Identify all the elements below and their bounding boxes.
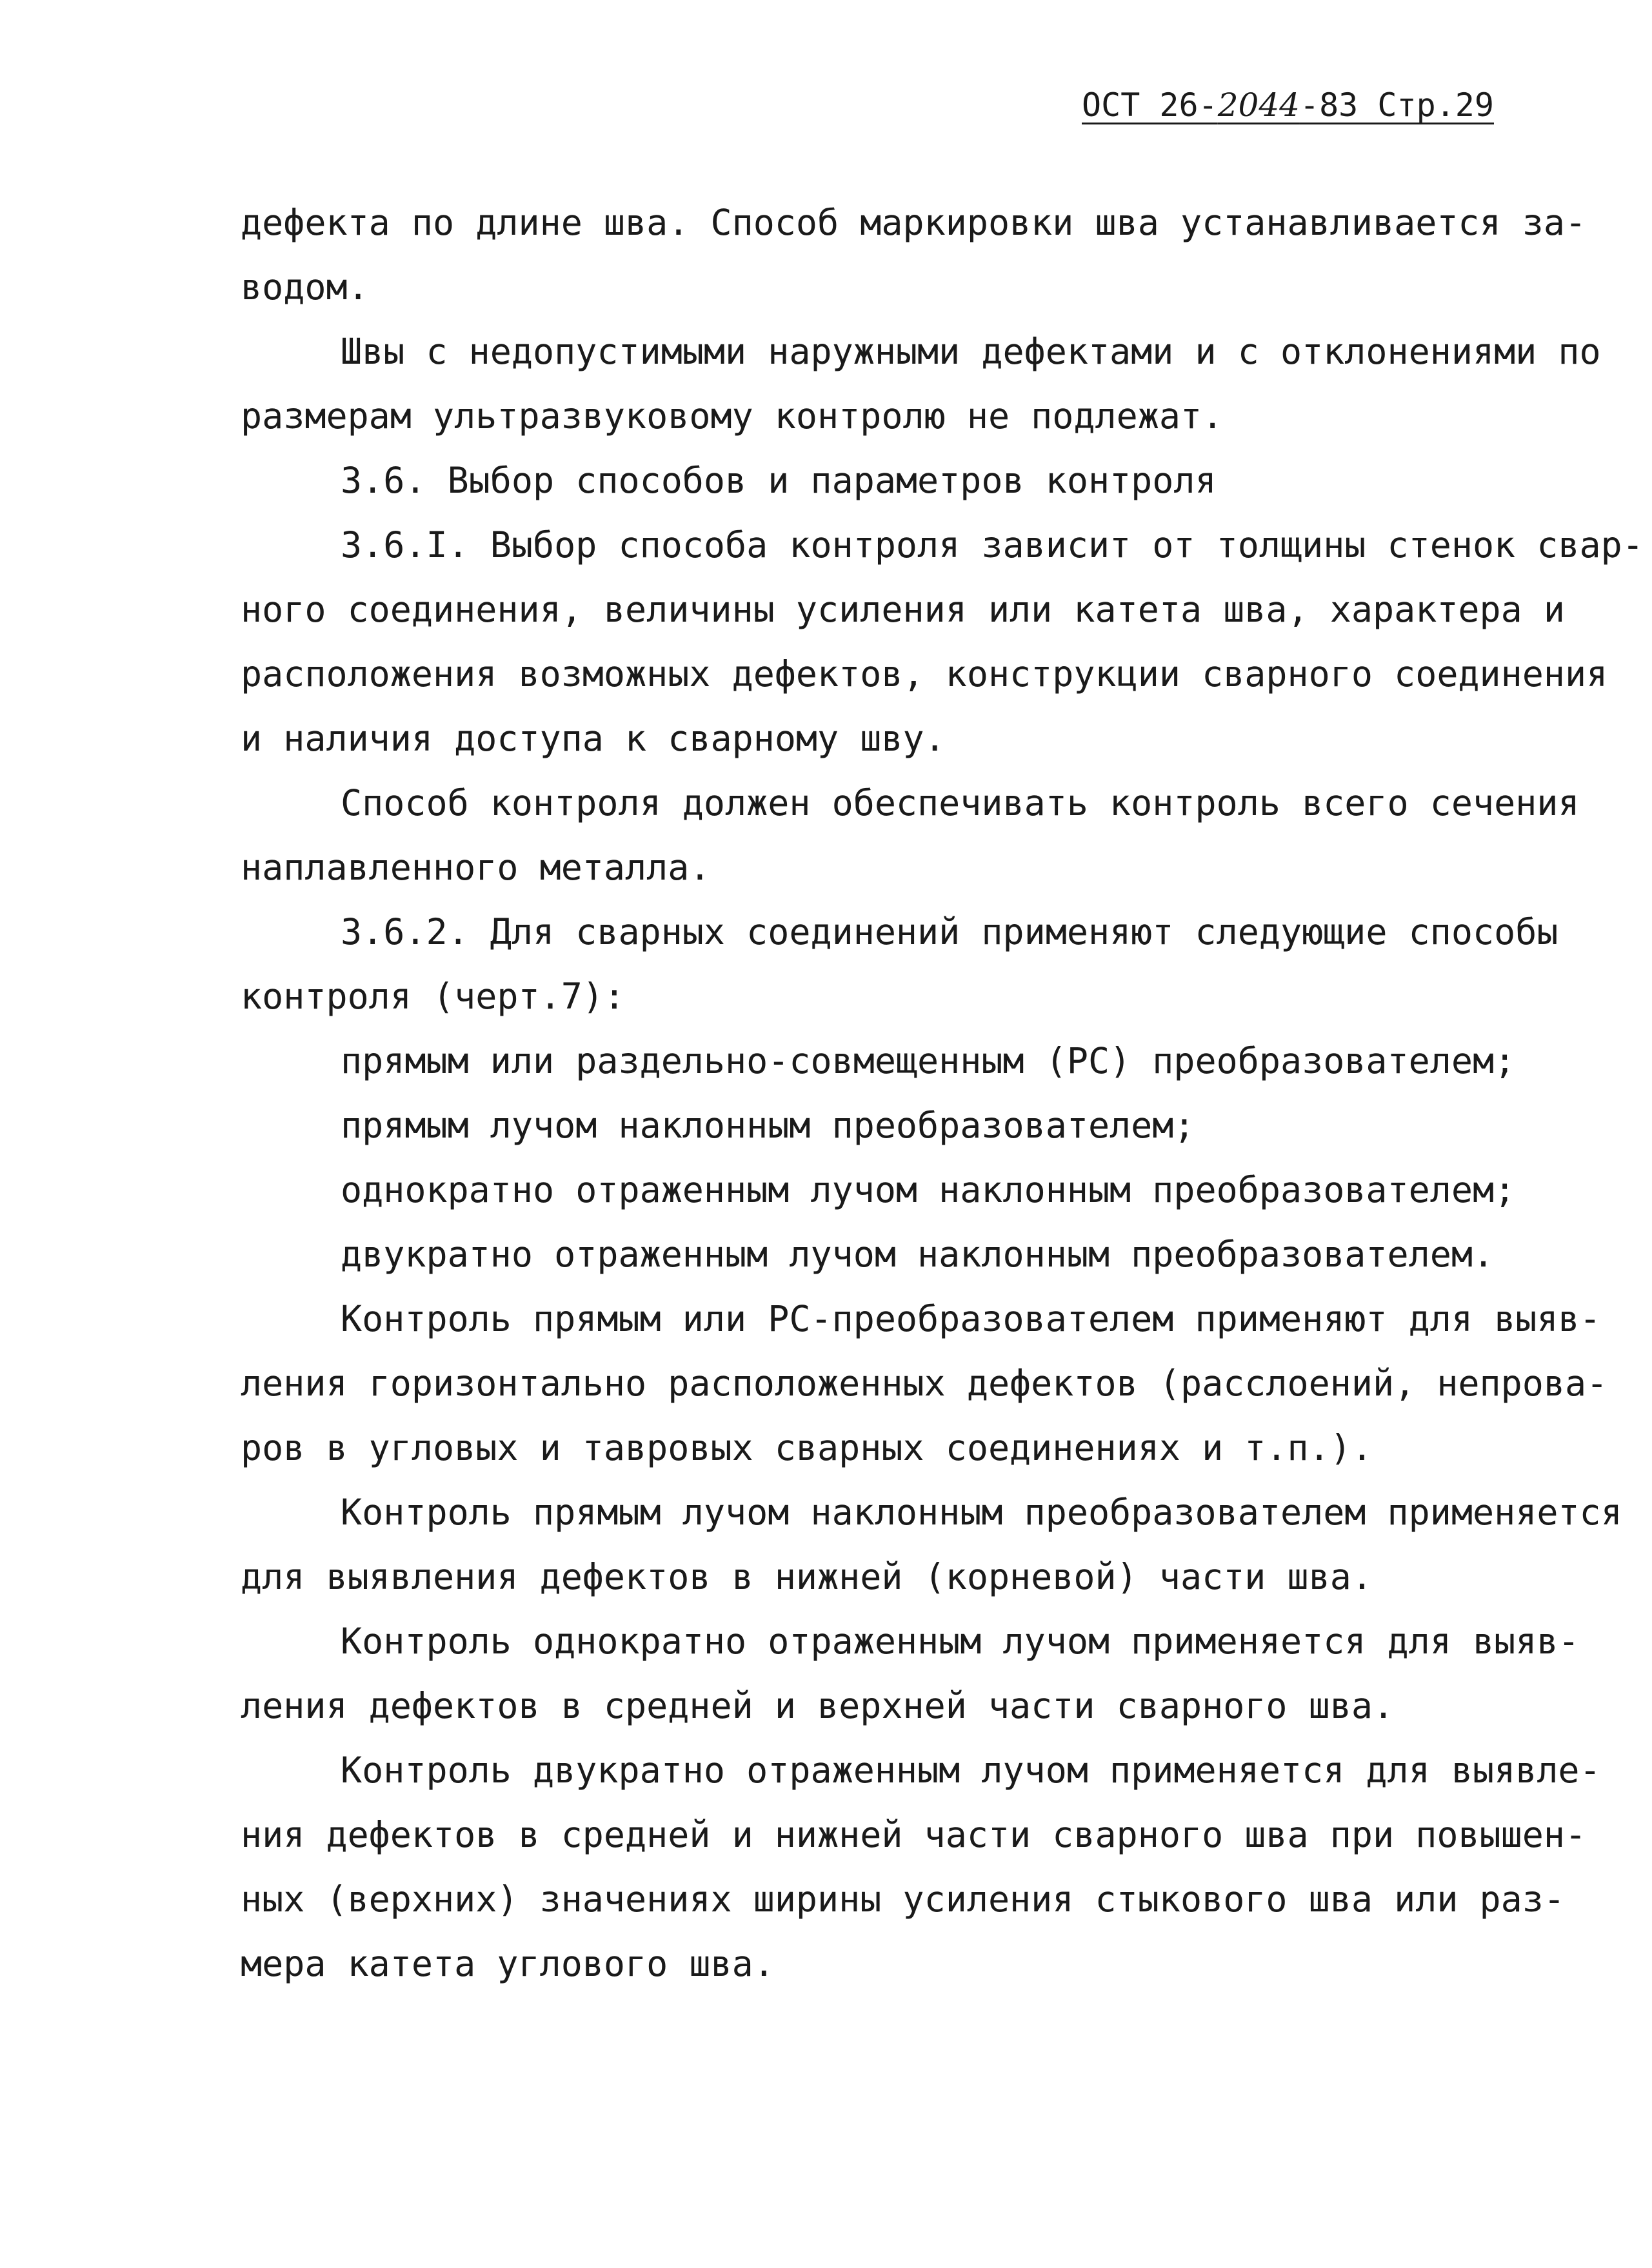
text-line: ных (верхних) значениях ширины усиления стыкового шва или раз- [241,1878,1565,1920]
text-line: расположения возможных дефектов, конструкции сварного соединения [241,653,1608,695]
text-line: ления горизонтально расположенных дефектов (расслоений, непрова- [241,1363,1608,1404]
text-line: Контроль прямым или РС-преобразователем применяют для выяв- [341,1298,1601,1339]
page-header [1082,83,1494,128]
section-heading: 3.6. Выбор способов и параметров контроля [341,460,1217,501]
text-line: наплавленного металла. [241,847,711,888]
text-line: 3.6.I. Выбор способа контроля зависит от толщины стенок свар- [341,524,1644,566]
header-page-suffix: -83 Стр.29 [1299,86,1494,124]
text-line: дефекта по длине шва. Способ маркировки шва устанавливается за- [241,202,1587,243]
text-line: мера катета углового шва. [241,1943,775,1984]
text-line: Швы с недопустимыми наружными дефектами и с отклонениями по [341,331,1601,372]
list-item: двукратно отраженным лучом наклонным преобразователем. [341,1234,1495,1275]
text-line: Способ контроля должен обеспечивать контроль всего сечения [341,782,1580,823]
text-line: размерам ультразвуковому контролю не подлежат. [241,395,1224,437]
text-line: Контроль прямым лучом наклонным преобразователем применяется [341,1492,1622,1533]
header-standard-prefix: ОСТ 26- [1082,86,1218,124]
text-line: Контроль двукратно отраженным лучом применяется для выявле- [341,1750,1601,1791]
text-line: ров в угловых и тавровых сварных соединениях и т.п.). [241,1427,1373,1468]
text-line: 3.6.2. Для сварных соединений применяют следующие способы [341,911,1558,952]
text-line: контроля (черт.7): [241,976,626,1017]
list-item: прямым или раздельно-совмещенным (РС) преобразователем; [341,1040,1516,1081]
text-line: Контроль однократно отраженным лучом применяется для выяв- [341,1621,1580,1662]
text-line: для выявления дефектов в нижней (корневой) части шва. [241,1556,1373,1597]
text-line: водом. [241,266,369,308]
list-item: прямым лучом наклонным преобразователем; [341,1105,1195,1146]
text-line: ления дефектов в средней и верхней части сварного шва. [241,1685,1395,1726]
text-line: и наличия доступа к сварному шву. [241,718,946,759]
text-line: ного соединения, величины усиления или катета шва, характера и [241,589,1565,630]
header-handwritten-number: 2044 [1217,86,1300,124]
text-line: ния дефектов в средней и нижней части сварного шва при повышен- [241,1814,1587,1855]
list-item: однократно отраженным лучом наклонным преобразователем; [341,1169,1516,1210]
